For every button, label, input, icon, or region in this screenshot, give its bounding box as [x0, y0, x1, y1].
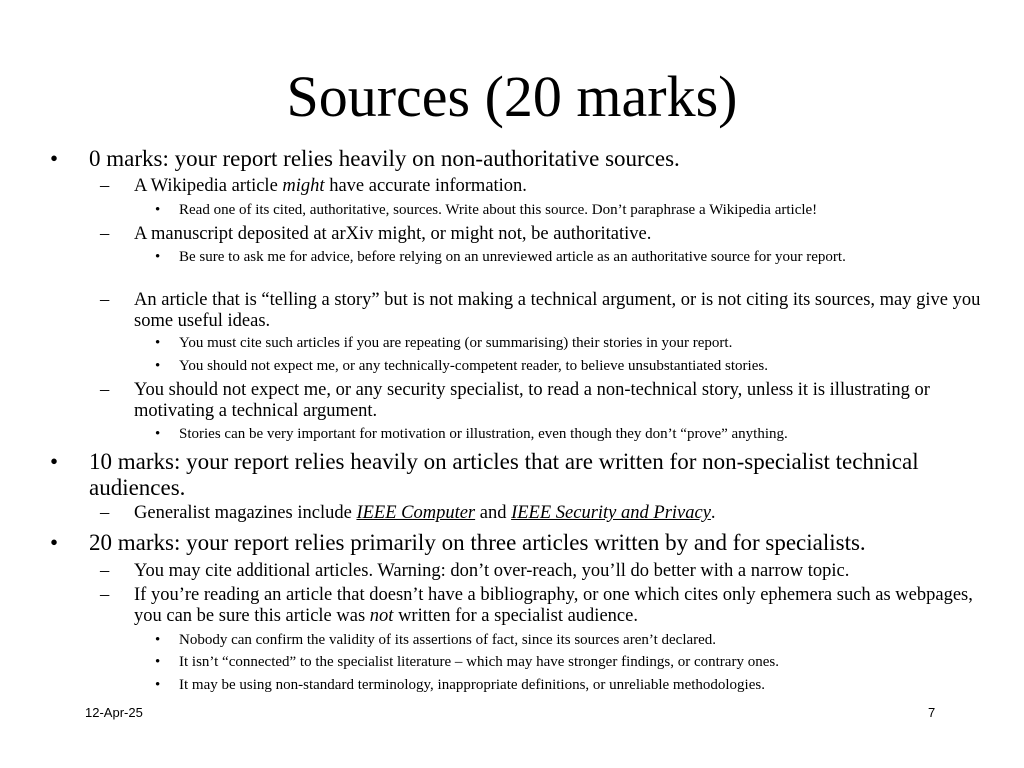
bullet-level2	[100, 380, 1000, 422]
bullet-marker: •	[155, 426, 161, 442]
bullet-level1	[50, 449, 980, 501]
slide-title: Sources (20 marks)	[286, 64, 738, 129]
emphasis-text: might	[282, 176, 325, 196]
bullet-level2	[100, 503, 1000, 524]
bullet-marker: •	[155, 677, 161, 693]
dash-marker: –	[100, 585, 110, 605]
bullet-text: You should not expect me, or any technically-competent reader, to believe unsubstantiated stories.	[179, 358, 768, 374]
bullet-level2	[100, 290, 1000, 332]
slide-date: 12-Apr-25	[85, 705, 143, 720]
bullet-marker: •	[155, 202, 161, 218]
bullet-marker: •	[50, 530, 59, 555]
bullet-marker: •	[50, 449, 59, 474]
journal-link-ieee-computer[interactable]: IEEE Computer	[356, 503, 476, 523]
bullet-level2	[100, 585, 1000, 627]
bullet-marker: •	[50, 146, 59, 171]
bullet-marker: •	[155, 358, 161, 374]
bullet-text: It isn’t “connected” to the specialist literature – which may have stronger findings, or contrary ones.	[179, 654, 779, 670]
slide-page-number: 7	[928, 705, 936, 720]
bullet-text: Read one of its cited, authoritative, sources. Write about this source. Don’t paraphrase a Wikipedia article!	[179, 202, 818, 218]
bullet-text: Nobody can confirm the validity of its assertions of fact, since its sources aren’t declared.	[179, 632, 717, 648]
bullet-level3	[155, 357, 975, 375]
bullet-marker: •	[155, 632, 161, 648]
bullet-level1	[50, 530, 980, 556]
bullet-text: You should not expect me, or any security specialist, to read a non-technical story, unless it is illustrating or motivating a technical argument.	[134, 380, 930, 421]
bullet-text: 0 marks: your report relies heavily on non-authoritative sources.	[89, 146, 680, 171]
bullet-text: 20 marks: your report relies primarily on three articles written by and for specialists.	[89, 530, 866, 555]
bullet-level3	[155, 334, 975, 352]
dash-marker: –	[100, 290, 110, 310]
bullet-text: You must cite such articles if you are repeating (or summarising) their stories in your report.	[179, 335, 733, 351]
dash-marker: –	[100, 380, 110, 400]
bullet-level2	[100, 561, 1000, 582]
bullet-text: Be sure to ask me for advice, before relying on an unreviewed article as an authoritative source for your report.	[179, 249, 846, 265]
bullet-level3	[155, 676, 975, 694]
bullet-marker: •	[155, 654, 161, 670]
bullet-text: You may cite additional articles. Warning: don’t over-reach, you’ll do better with a narrow topic.	[134, 561, 850, 581]
journal-link-ieee-security-privacy[interactable]: IEEE Security and Privacy	[511, 503, 711, 523]
bullet-level1	[50, 146, 980, 172]
emphasis-text: not	[369, 606, 394, 626]
bullet-level2	[100, 224, 1000, 245]
bullet-level3	[155, 425, 975, 443]
bullet-text: A manuscript deposited at arXiv might, or might not, be authoritative.	[134, 224, 652, 244]
dash-marker: –	[100, 503, 110, 523]
bullet-text: 10 marks: your report relies heavily on articles that are written for non-specialist technical audiences.	[89, 449, 919, 500]
dash-marker: –	[100, 561, 110, 581]
bullet-level3	[155, 201, 975, 219]
bullet-marker: •	[155, 335, 161, 351]
bullet-level3	[155, 631, 975, 649]
bullet-text: Stories can be very important for motivation or illustration, even though they don’t “prove” anything.	[179, 426, 788, 442]
bullet-text: A Wikipedia article might have accurate information.	[134, 176, 527, 196]
bullet-level3	[155, 248, 975, 266]
dash-marker: –	[100, 224, 110, 244]
bullet-text: Generalist magazines include IEEE Computer and IEEE Security and Privacy.	[134, 503, 716, 523]
bullet-level2	[100, 176, 1000, 197]
bullet-marker: •	[155, 249, 161, 265]
bullet-text: It may be using non-standard terminology, inappropriate definitions, or unreliable methodologies.	[179, 677, 765, 693]
bullet-text: If you’re reading an article that doesn’t have a bibliography, or one which cites only ephemera such as webpages, you can be sure this article was not written for a specialist audience.	[134, 585, 973, 626]
bullet-text: An article that is “telling a story” but is not making a technical argument, or is not citing its sources, may give you some useful ideas.	[134, 290, 981, 331]
bullet-level3	[155, 653, 975, 671]
dash-marker: –	[100, 176, 110, 196]
